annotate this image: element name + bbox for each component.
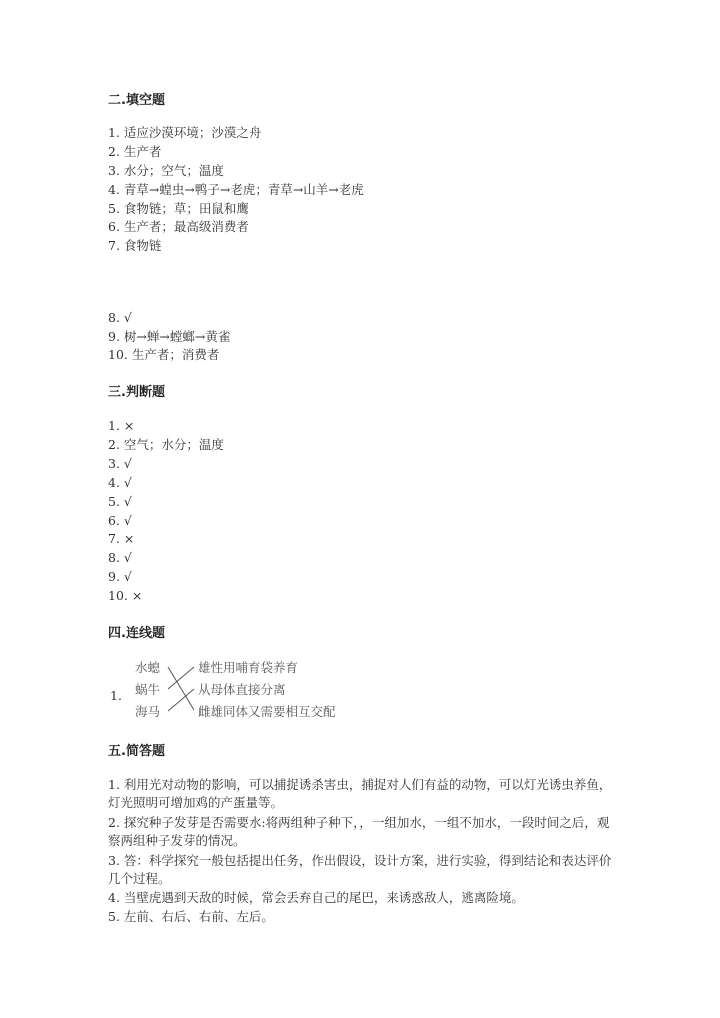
judge-answer-4: 4. √ <box>108 475 132 490</box>
judge-answer-6: 6. √ <box>108 513 132 528</box>
connector-left2-right1 <box>168 667 194 689</box>
short-answer-5: 5. 左前、右后、右前、左后。 <box>108 909 274 924</box>
connector-left1-right3 <box>168 667 194 710</box>
fill-answer-5: 5. 食物链；草；田鼠和鹰 <box>108 201 249 216</box>
fill-answer-3: 3. 水分；空气；温度 <box>108 163 224 178</box>
match-right-3: 雌雄同体又需要相互交配 <box>198 704 336 719</box>
match-right-2: 从母体直接分离 <box>198 682 286 697</box>
match-connector-lines <box>160 660 200 720</box>
match-right-1: 雄性用哺育袋养育 <box>198 660 299 675</box>
fill-answer-4: 4. 青草→蝗虫→鸭子→老虎；青草→山羊→老虎 <box>108 182 364 197</box>
short-answer-1: 1. 利用光对动物的影响，可以捕捉诱杀害虫，捕捉对人们有益的动物，可以灯光诱虫养鱼，灯光照明可增加鸡的产蛋量等。 <box>108 777 612 810</box>
fill-answer-1: 1. 适应沙漠环境；沙漠之舟 <box>108 125 262 140</box>
fill-answer-7: 7. 食物链 <box>108 238 162 253</box>
judge-answer-1: 1. × <box>108 418 135 433</box>
connector-left3-right2 <box>168 689 194 711</box>
section-title-short: 五.简答题 <box>108 744 165 759</box>
judge-answer-9: 9. √ <box>108 569 132 584</box>
short-answer-3: 3. 答：科学探究一般包括提出任务，作出假设，设计方案，进行实验，得到结论和表达评价几个过程。 <box>108 853 612 886</box>
fill-answer-10: 10. 生产者；消费者 <box>108 347 220 362</box>
match-left-3: 海马 <box>135 704 161 719</box>
fill-answer-9: 9. 树→蝉→螳螂→黄雀 <box>108 329 231 344</box>
section-title-judge: 三.判断题 <box>108 385 165 400</box>
short-answer-2: 2. 探究种子发芽是否需要水:将两组种子种下，，一组加水，一组不加水，一段时间之后，观察两组种子发芽的情况。 <box>108 815 610 848</box>
judge-answer-5: 5. √ <box>108 494 132 509</box>
judge-answer-8: 8. √ <box>108 550 132 565</box>
section-title-fill: 二.填空题 <box>108 93 165 108</box>
fill-answer-6: 6. 生产者；最高级消费者 <box>108 219 249 234</box>
judge-answer-3: 3. √ <box>108 456 132 471</box>
judge-answer-2: 2. 空气；水分；温度 <box>108 437 224 452</box>
judge-answer-10: 10. × <box>108 588 143 603</box>
judge-answer-7: 7. × <box>108 531 135 546</box>
match-number: 1. <box>110 688 122 703</box>
section-title-match: 四.连线题 <box>108 626 165 641</box>
match-left-1: 水螅 <box>135 660 161 675</box>
fill-answer-8: 8. √ <box>108 310 132 325</box>
short-answer-4: 4. 当壁虎遇到天敌的时候，常会丢弃自己的尾巴，来诱惑敌人，逃离险境。 <box>108 890 524 905</box>
fill-answer-2: 2. 生产者 <box>108 144 162 159</box>
match-left-2: 蜗牛 <box>135 682 161 697</box>
